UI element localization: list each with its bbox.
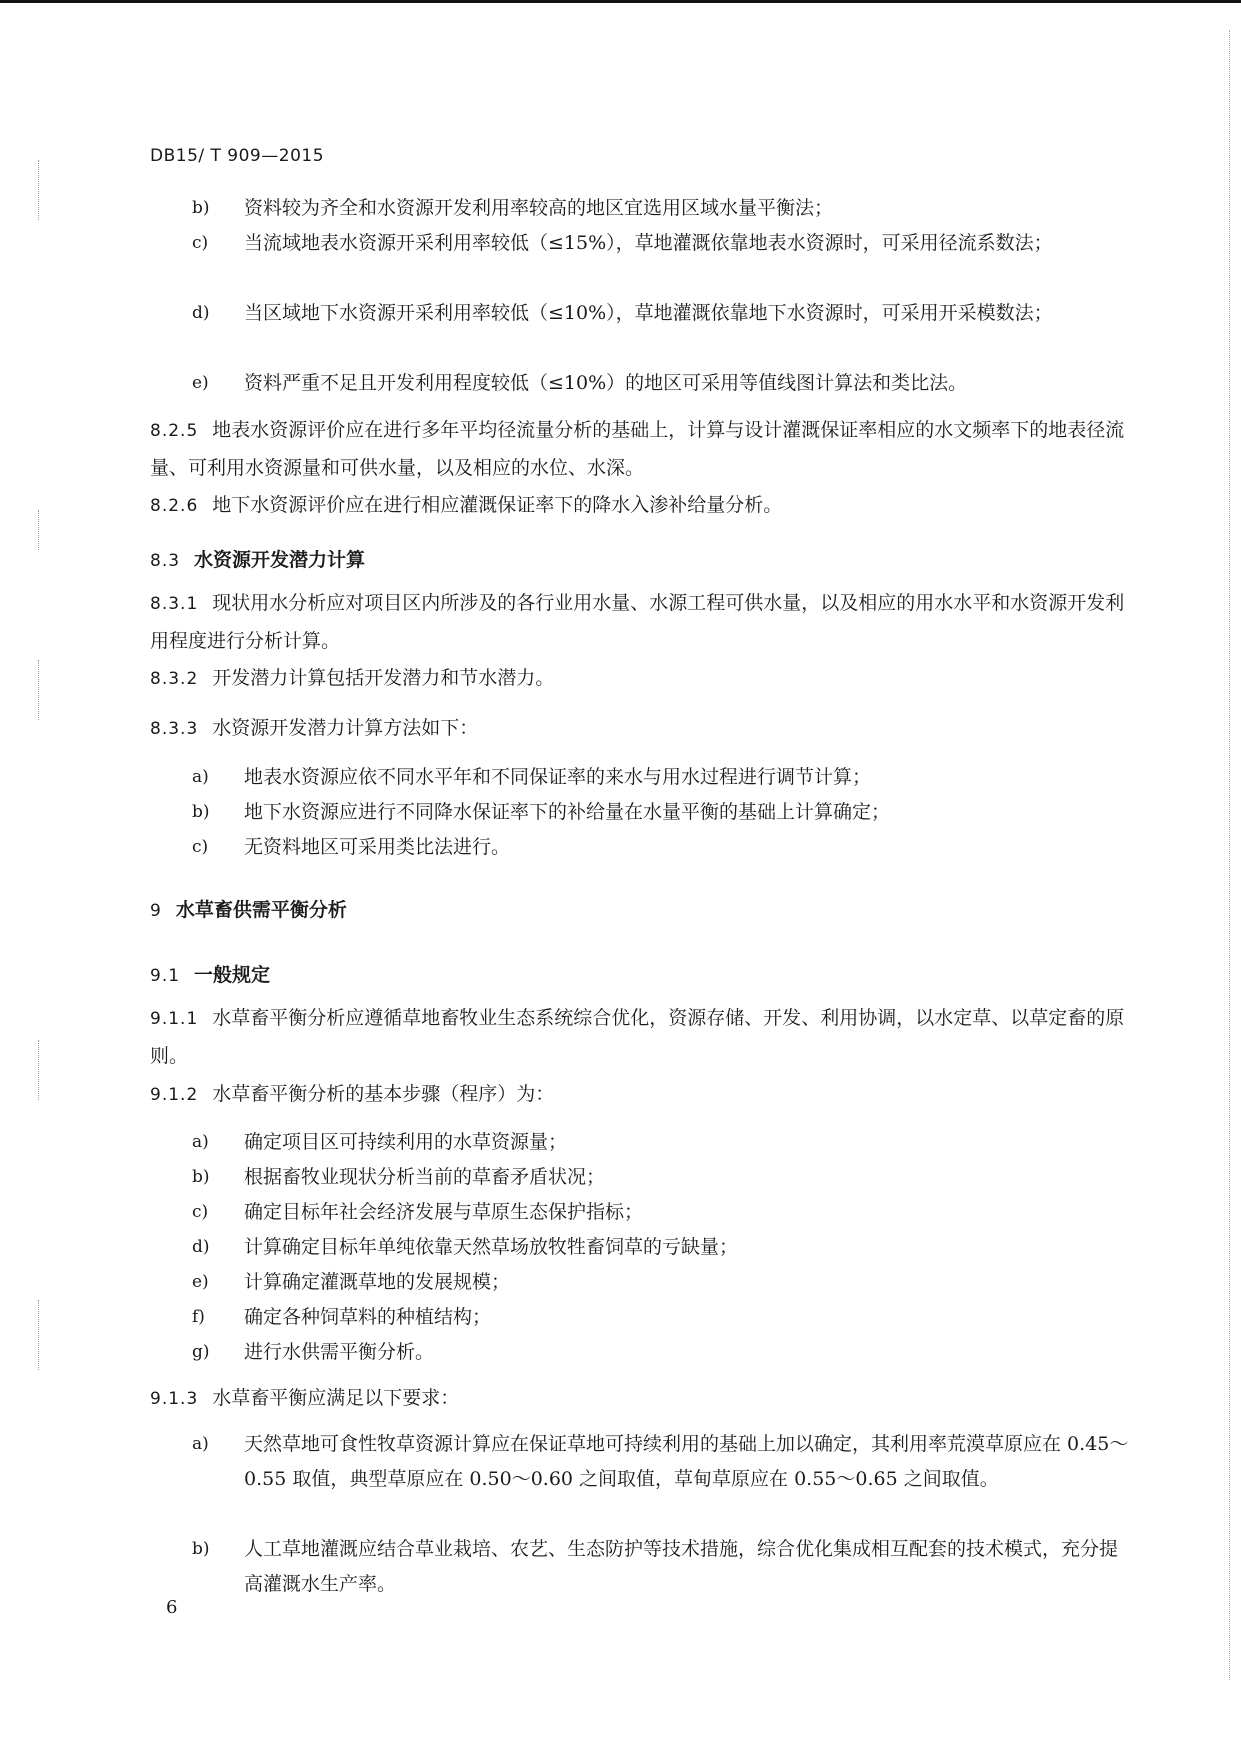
heading-text: 水资源开发潜力计算 bbox=[194, 549, 366, 571]
list-label: d) bbox=[192, 1237, 210, 1257]
list-item bbox=[192, 1300, 1132, 1335]
clause-number: 8.3.1 bbox=[150, 594, 199, 614]
list-item bbox=[192, 1532, 1132, 1602]
list-label: a) bbox=[192, 1434, 209, 1454]
list-text: 资料严重不足且开发利用程度较低（≤10%）的地区可采用等值线图计算法和类比法。 bbox=[244, 372, 968, 394]
list-text: 资料较为齐全和水资源开发利用率较高的地区宜选用区域水量平衡法； bbox=[244, 197, 834, 219]
list-item bbox=[192, 795, 1132, 830]
clause-text: 水草畜平衡分析的基本步骤（程序）为： bbox=[212, 1083, 555, 1105]
clause-8-2-5 bbox=[150, 412, 1135, 487]
scan-margin-marks bbox=[38, 660, 41, 720]
clause-number: 9.1.3 bbox=[150, 1389, 199, 1409]
heading-text: 水草畜供需平衡分析 bbox=[175, 899, 347, 921]
list-label: a) bbox=[192, 1132, 209, 1152]
list-label: g) bbox=[192, 1342, 210, 1362]
list-label: b) bbox=[192, 802, 210, 822]
list-item bbox=[192, 1335, 1132, 1370]
list-item bbox=[192, 366, 1132, 401]
heading-number: 9 bbox=[150, 901, 162, 921]
clause-text: 现状用水分析应对项目区内所涉及的各行业用水量、水源工程可供水量，以及相应的用水水平和水资源开发利用程度进行分析计算。 bbox=[150, 592, 1125, 652]
clause-8-2-6 bbox=[150, 487, 1135, 525]
list-label: c) bbox=[192, 233, 209, 253]
top-border bbox=[0, 0, 1241, 3]
clause-9-1-3 bbox=[150, 1380, 1135, 1418]
clause-text: 水草畜平衡应满足以下要求： bbox=[212, 1387, 460, 1409]
list-text: 地下水资源应进行不同降水保证率下的补给量在水量平衡的基础上计算确定； bbox=[244, 801, 891, 823]
list-item bbox=[192, 1230, 1132, 1265]
clause-number: 8.2.6 bbox=[150, 496, 199, 516]
clause-8-3-2 bbox=[150, 660, 1135, 698]
list-label: e) bbox=[192, 1272, 209, 1292]
scan-margin-marks bbox=[38, 160, 41, 220]
heading-text: 一般规定 bbox=[194, 964, 271, 986]
scan-margin-marks bbox=[38, 1300, 41, 1370]
clause-number: 9.1.1 bbox=[150, 1009, 199, 1029]
list-text: 人工草地灌溉应结合草业栽培、农艺、生态防护等技术措施，综合优化集成相互配套的技术模式，充分提高灌溉水生产率。 bbox=[244, 1538, 1119, 1595]
list-label: b) bbox=[192, 1167, 210, 1187]
clause-text: 水草畜平衡分析应遵循草地畜牧业生态系统综合优化，资源存储、开发、利用协调，以水定草、以草定畜的原则。 bbox=[150, 1007, 1125, 1067]
clause-8-3-3 bbox=[150, 710, 1135, 748]
list-item bbox=[192, 191, 1132, 226]
list-text: 无资料地区可采用类比法进行。 bbox=[244, 836, 511, 858]
list-text: 天然草地可食性牧草资源计算应在保证草地可持续利用的基础上加以确定，其利用率荒漠草原应在 0.45～0.55 取值，典型草原应在 0.50～0.60 之间取值，草甸草原应在 0.55～0.65 之间取值。 bbox=[244, 1433, 1129, 1490]
heading-number: 9.1 bbox=[150, 966, 181, 986]
list-text: 当区域地下水资源开采利用率较低（≤10%），草地灌溉依靠地下水资源时，可采用开采模数法； bbox=[244, 302, 1053, 324]
document-id: DB15/ T 909—2015 bbox=[150, 146, 325, 166]
list-label: f) bbox=[192, 1307, 205, 1327]
list-item bbox=[192, 1160, 1132, 1195]
list-item bbox=[192, 226, 1132, 261]
list-label: e) bbox=[192, 373, 209, 393]
list-label: c) bbox=[192, 837, 209, 857]
list-text: 确定项目区可持续利用的水草资源量； bbox=[244, 1131, 568, 1153]
clause-9-1-1 bbox=[150, 1000, 1135, 1075]
page-number: 6 bbox=[166, 1597, 178, 1618]
clause-number: 8.2.5 bbox=[150, 421, 199, 441]
list-text: 计算确定目标年单纯依靠天然草场放牧牲畜饲草的亏缺量； bbox=[244, 1236, 739, 1258]
chapter-heading-9 bbox=[150, 895, 347, 922]
list-label: b) bbox=[192, 1539, 210, 1559]
list-label: c) bbox=[192, 1202, 209, 1222]
clause-text: 水资源开发潜力计算方法如下： bbox=[212, 717, 479, 739]
heading-number: 8.3 bbox=[150, 551, 181, 571]
section-heading-8-3 bbox=[150, 545, 365, 572]
clause-number: 8.3.3 bbox=[150, 719, 199, 739]
list-text: 进行水供需平衡分析。 bbox=[244, 1341, 435, 1363]
list-text: 确定目标年社会经济发展与草原生态保护指标； bbox=[244, 1201, 644, 1223]
clause-9-1-2 bbox=[150, 1076, 1135, 1114]
list-label: b) bbox=[192, 198, 210, 218]
list-item bbox=[192, 1195, 1132, 1230]
list-text: 确定各种饲草料的种植结构； bbox=[244, 1306, 492, 1328]
list-item bbox=[192, 296, 1132, 331]
clause-8-3-1 bbox=[150, 585, 1135, 660]
list-item bbox=[192, 1427, 1132, 1497]
list-item bbox=[192, 1125, 1132, 1160]
clause-text: 开发潜力计算包括开发潜力和节水潜力。 bbox=[212, 667, 555, 689]
clause-number: 9.1.2 bbox=[150, 1085, 199, 1105]
list-label: d) bbox=[192, 303, 210, 323]
section-heading-9-1 bbox=[150, 960, 270, 987]
clause-text: 地下水资源评价应在进行相应灌溉保证率下的降水入渗补给量分析。 bbox=[212, 494, 783, 516]
list-text: 地表水资源应依不同水平年和不同保证率的来水与用水过程进行调节计算； bbox=[244, 766, 872, 788]
list-item bbox=[192, 830, 1132, 865]
list-text: 根据畜牧业现状分析当前的草畜矛盾状况； bbox=[244, 1166, 606, 1188]
clause-text: 地表水资源评价应在进行多年平均径流量分析的基础上，计算与设计灌溉保证率相应的水文频率下的地表径流量、可利用水资源量和可供水量，以及相应的水位、水深。 bbox=[150, 419, 1125, 479]
list-text: 计算确定灌溉草地的发展规模； bbox=[244, 1271, 511, 1293]
list-item bbox=[192, 760, 1132, 795]
scan-margin-marks bbox=[38, 510, 41, 550]
list-text: 当流域地表水资源开采利用率较低（≤15%），草地灌溉依靠地表水资源时，可采用径流系数法； bbox=[244, 232, 1053, 254]
scan-right-edge bbox=[1229, 30, 1232, 1680]
scan-margin-marks bbox=[38, 1040, 41, 1100]
list-item bbox=[192, 1265, 1132, 1300]
clause-number: 8.3.2 bbox=[150, 669, 199, 689]
list-label: a) bbox=[192, 767, 209, 787]
